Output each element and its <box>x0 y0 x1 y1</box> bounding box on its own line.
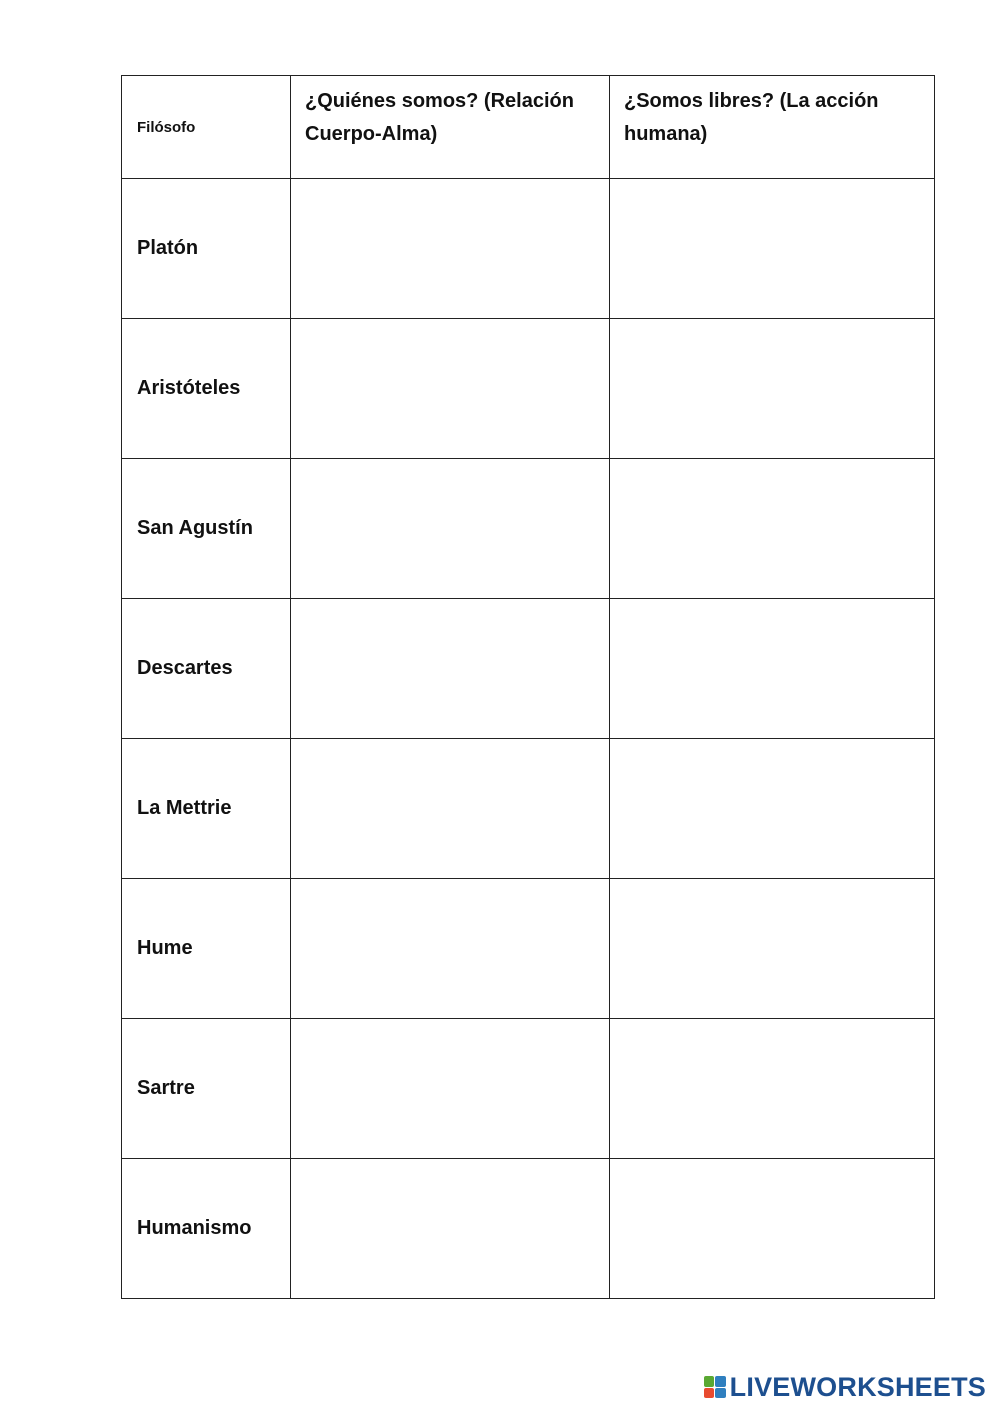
logo-square-icon <box>704 1376 715 1387</box>
answer-are-we-free[interactable] <box>610 1019 935 1159</box>
philosopher-name: Sartre <box>122 1019 291 1159</box>
table-row <box>122 739 935 879</box>
liveworksheets-logo <box>704 1372 986 1402</box>
philosopher-name: Hume <box>122 879 291 1019</box>
answer-who-are-we[interactable] <box>291 1019 610 1159</box>
table-row <box>122 599 935 739</box>
header-who-are-we: ¿Quiénes somos? (Relación Cuerpo-Alma) <box>291 76 610 179</box>
header-philosopher: Filósofo <box>122 76 291 179</box>
table-row <box>122 459 935 599</box>
answer-are-we-free[interactable] <box>610 459 935 599</box>
philosopher-name: Aristóteles <box>122 319 291 459</box>
logo-text: LIVEWORKSHEETS <box>729 1372 986 1402</box>
answer-are-we-free[interactable] <box>610 1159 935 1299</box>
answer-who-are-we[interactable] <box>291 879 610 1019</box>
logo-square-icon <box>715 1376 726 1387</box>
table-row <box>122 879 935 1019</box>
table-row <box>122 1019 935 1159</box>
philosopher-name: San Agustín <box>122 459 291 599</box>
answer-are-we-free[interactable] <box>610 179 935 319</box>
logo-square-icon <box>704 1388 715 1399</box>
philosopher-name: Platón <box>122 179 291 319</box>
philosopher-name: La Mettrie <box>122 739 291 879</box>
table-row <box>122 319 935 459</box>
answer-who-are-we[interactable] <box>291 739 610 879</box>
philosophers-table <box>121 75 935 1299</box>
answer-are-we-free[interactable] <box>610 599 935 739</box>
table-row <box>122 1159 935 1299</box>
philosopher-name: Humanismo <box>122 1159 291 1299</box>
header-are-we-free: ¿Somos libres? (La acción humana) <box>610 76 935 179</box>
answer-who-are-we[interactable] <box>291 599 610 739</box>
answer-who-are-we[interactable] <box>291 1159 610 1299</box>
logo-square-icon <box>715 1388 726 1399</box>
answer-who-are-we[interactable] <box>291 179 610 319</box>
answer-who-are-we[interactable] <box>291 459 610 599</box>
answer-are-we-free[interactable] <box>610 739 935 879</box>
answer-are-we-free[interactable] <box>610 319 935 459</box>
liveworksheets-logo-icon <box>704 1376 726 1398</box>
answer-are-we-free[interactable] <box>610 879 935 1019</box>
table-header-row <box>122 76 935 179</box>
philosopher-name: Descartes <box>122 599 291 739</box>
table-row <box>122 179 935 319</box>
answer-who-are-we[interactable] <box>291 319 610 459</box>
